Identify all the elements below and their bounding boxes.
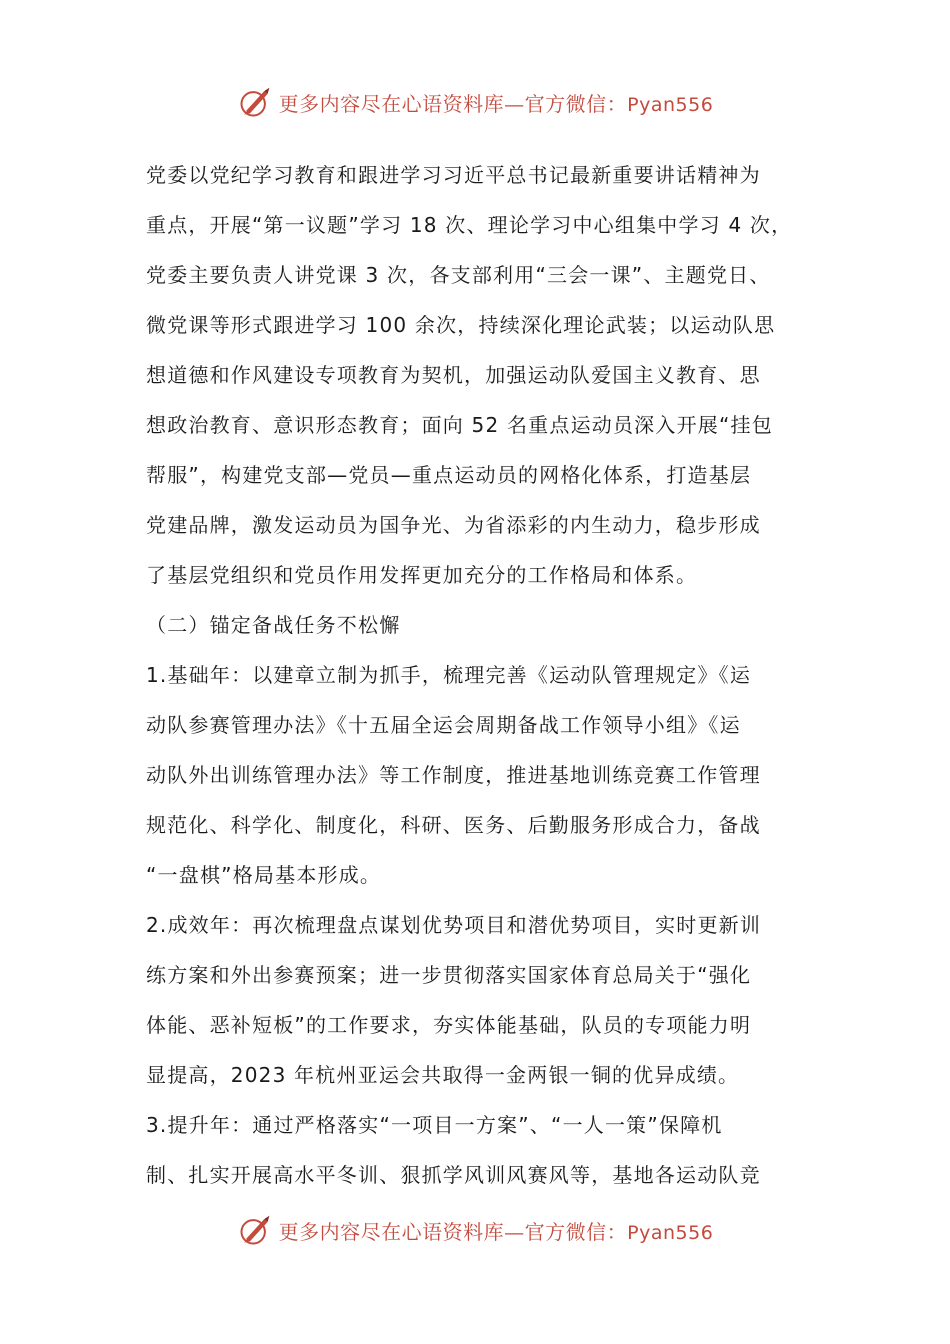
body-line: 想政治教育、意识形态教育；面向 52 名重点运动员深入开展“挂包 <box>146 413 773 437</box>
body-line: 显提高，2023 年杭州亚运会共取得一金两银一铜的优异成绩。 <box>146 1063 740 1087</box>
watermark-label: 更多内容尽在心语资料库—官方微信： <box>278 1219 628 1244</box>
watermark-wechat-id: Pyan556 <box>627 93 714 116</box>
body-line: 体能、恶补短板”的工作要求，夯实体能基础，队员的专项能力明 <box>146 1013 752 1037</box>
body-line: 制、扎实开展高水平冬训、狠抓学风训风赛风等，基地各运动队竞 <box>146 1163 761 1187</box>
body-line: 1.基础年：以建章立制为抓手，梳理完善《运动队管理规定》《运 <box>146 663 752 687</box>
watermark-wechat-id: Pyan556 <box>627 1221 714 1244</box>
body-line: 2.成效年：再次梳理盘点谋划优势项目和潜优势项目，实时更新训 <box>146 913 762 937</box>
body-line: 规范化、科学化、制度化，科研、医务、后勤服务形成合力，备战 <box>146 813 761 837</box>
watermark-text <box>279 1216 714 1245</box>
document-body <box>146 150 811 1200</box>
body-line: 想道德和作风建设专项教育为契机，加强运动队爱国主义教育、思 <box>146 363 761 387</box>
body-line: 3.提升年：通过严格落实“一项目一方案”、“一人一策”保障机 <box>146 1113 723 1137</box>
body-line: 党建品牌，激发运动员为国争光、为省添彩的内生动力，稳步形成 <box>146 513 761 537</box>
body-line: 党委主要负责人讲党课 3 次，各支部利用“三会一课”、主题党日、 <box>146 263 771 287</box>
pen-logo-icon <box>237 1212 273 1248</box>
body-line: 动队外出训练管理办法》等工作制度，推进基地训练竞赛工作管理 <box>146 763 761 787</box>
footer-watermark <box>0 1210 950 1250</box>
body-line: 了基层党组织和党员作用发挥更加充分的工作格局和体系。 <box>146 563 698 587</box>
watermark-label: 更多内容尽在心语资料库—官方微信： <box>278 91 628 116</box>
body-line: 动队参赛管理办法》《十五届全运会周期备战工作领导小组》《运 <box>146 713 741 737</box>
pen-logo-icon <box>237 84 273 120</box>
body-line: 党委以党纪学习教育和跟进学习习近平总书记最新重要讲话精神为 <box>146 163 761 187</box>
body-line: 微党课等形式跟进学习 100 余次，持续深化理论武装；以运动队思 <box>146 313 776 337</box>
body-line: 练方案和外出参赛预案；进一步贯彻落实国家体育总局关于“强化 <box>146 963 752 987</box>
section-heading: （二）锚定备战任务不松懈 <box>146 613 401 637</box>
body-line: 帮服”，构建党支部—党员—重点运动员的网格化体系，打造基层 <box>146 463 752 487</box>
header-watermark <box>0 82 950 122</box>
watermark-text <box>279 88 714 117</box>
body-line: “一盘棋”格局基本形成。 <box>146 863 382 887</box>
body-line: 重点，开展“第一议题”学习 18 次、理论学习中心组集中学习 4 次， <box>146 213 793 237</box>
